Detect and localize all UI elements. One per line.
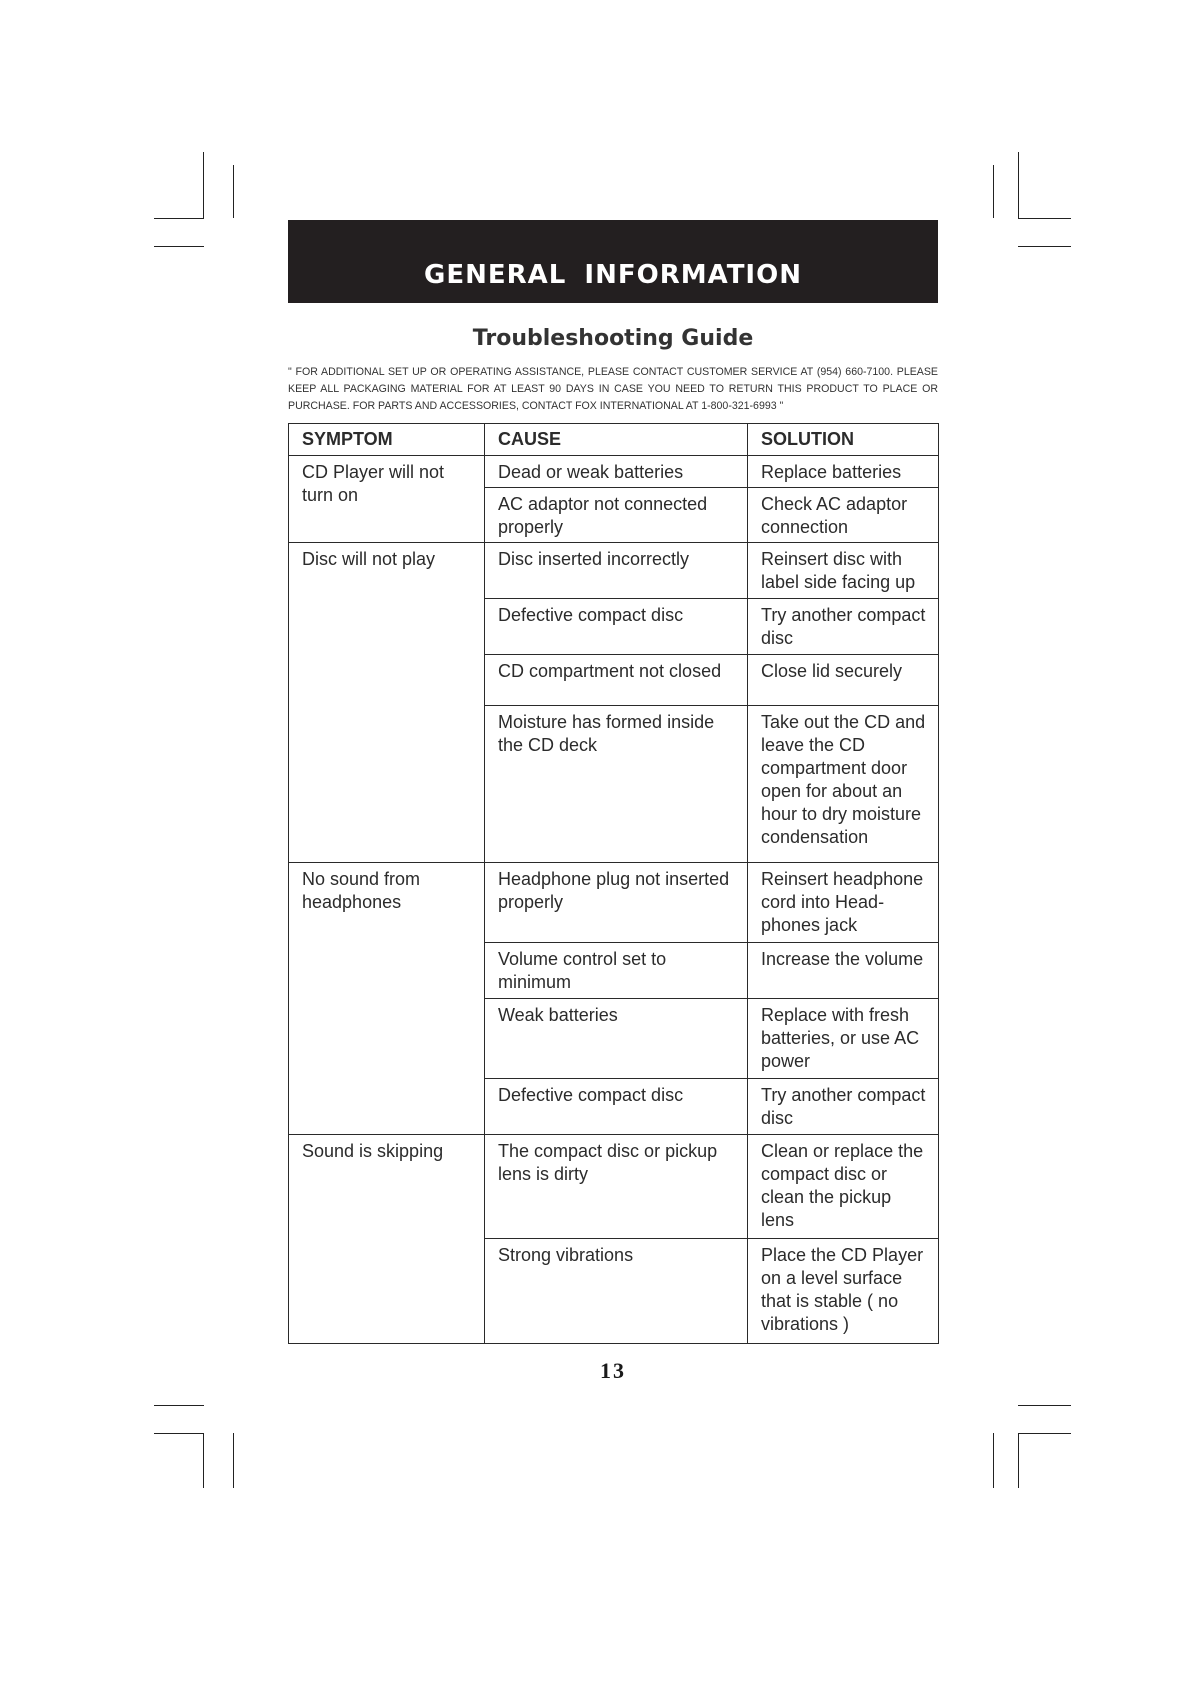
table-header-row <box>289 424 939 456</box>
solution-cell: Reinsert headphone cord into Head-phones jack <box>748 863 939 943</box>
cause-cell: Dead or weak batteries <box>485 456 748 488</box>
solution-cell: Try another compact disc <box>748 1079 939 1135</box>
page-number: 13 <box>600 1358 626 1383</box>
cause-cell: Volume control set to minimum <box>485 943 748 999</box>
solution-cell: Close lid securely <box>748 655 939 706</box>
table-row <box>289 1135 939 1239</box>
cause-cell: CD compartment not closed <box>485 655 748 706</box>
troubleshooting-table <box>288 423 939 1344</box>
table-row <box>289 456 939 488</box>
cause-cell: Headphone plug not inserted properly <box>485 863 748 943</box>
solution-cell: Try another compact disc <box>748 599 939 655</box>
header-symptom: SYMPTOM <box>289 424 485 456</box>
solution-cell: Take out the CD and leave the CD compartment door open for about an hour to dry moisture condensation <box>748 706 939 863</box>
table-row <box>289 543 939 599</box>
cause-cell: Moisture has formed inside the CD deck <box>485 706 748 863</box>
solution-cell: Check AC adaptor connection <box>748 488 939 543</box>
cause-cell: Strong vibrations <box>485 1239 748 1344</box>
symptom-cell: No sound from headphones <box>289 863 485 1135</box>
cause-cell: Disc inserted incorrectly <box>485 543 748 599</box>
symptom-cell: Sound is skipping <box>289 1135 485 1344</box>
solution-cell: Reinsert disc with label side facing up <box>748 543 939 599</box>
solution-cell: Place the CD Player on a level surface that is stable ( no vibrations ) <box>748 1239 939 1344</box>
cause-cell: AC adaptor not connected properly <box>485 488 748 543</box>
solution-cell: Replace with fresh batteries, or use AC power <box>748 999 939 1079</box>
cause-cell: Defective compact disc <box>485 599 748 655</box>
cause-cell: The compact disc or pickup lens is dirty <box>485 1135 748 1239</box>
solution-cell: Clean or replace the compact disc or clean the pickup lens <box>748 1135 939 1239</box>
symptom-cell: CD Player will not turn on <box>289 456 485 543</box>
cause-cell: Weak batteries <box>485 999 748 1079</box>
cause-cell: Defective compact disc <box>485 1079 748 1135</box>
solution-cell: Increase the volume <box>748 943 939 999</box>
symptom-cell: Disc will not play <box>289 543 485 863</box>
section-banner: GENERAL INFORMATION <box>288 220 938 303</box>
customer-service-notice: " FOR ADDITIONAL SET UP OR OPERATING ASSISTANCE, PLEASE CONTACT CUSTOMER SERVICE AT (954) 660-7100. PLEASE KEEP ALL PACKAGING MATERIAL FOR AT LEAST 90 DAYS IN CASE YOU NEED TO RETURN THIS PRODUCT TO PLACE OR PURCHASE. FOR PARTS AND ACCESSORIES, CONTACT FOX INTERNATIONAL AT 1-800-321-6993 " <box>288 366 938 412</box>
header-solution: SOLUTION <box>748 424 939 456</box>
header-cause: CAUSE <box>485 424 748 456</box>
table-row <box>289 863 939 943</box>
page-title: Troubleshooting Guide <box>472 326 754 351</box>
solution-cell: Replace batteries <box>748 456 939 488</box>
